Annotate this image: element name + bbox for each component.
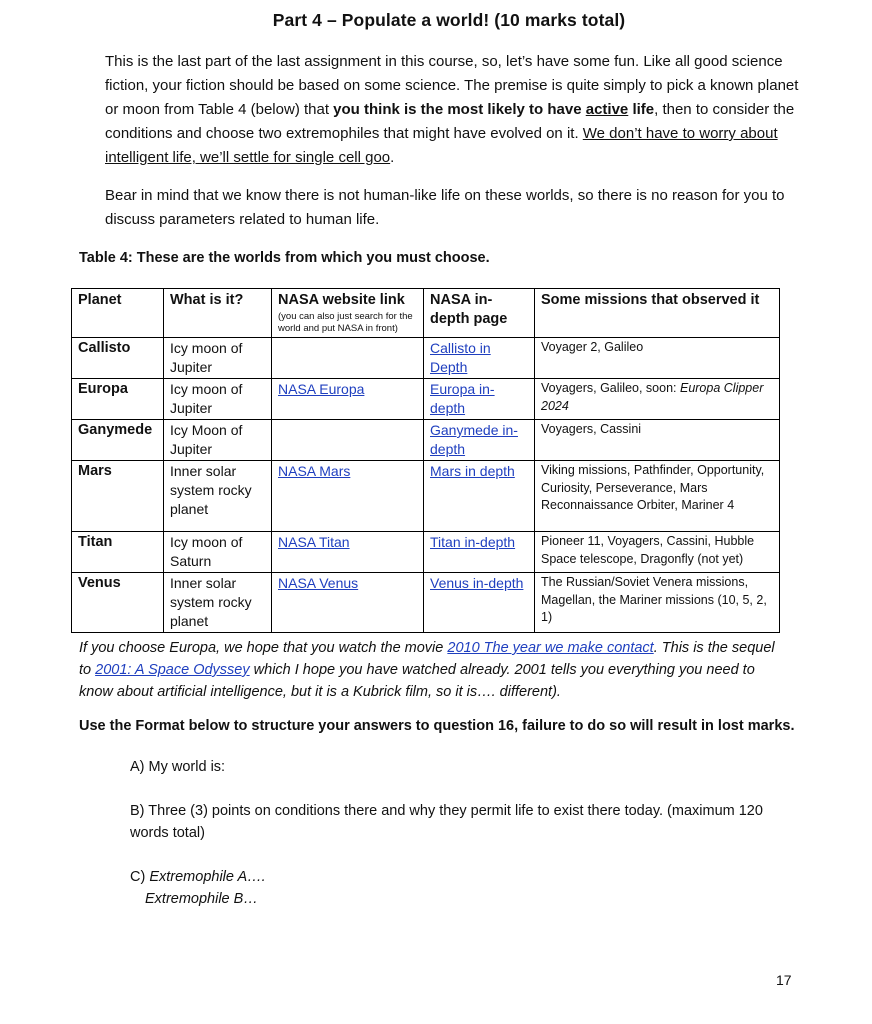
header-planet: Planet [72, 289, 164, 338]
website-link[interactable]: NASA Titan [278, 534, 350, 550]
note-text-c: which I hope you have watched already. 2001 tells you everything you need to know about artificial intelligence, but it is a Kubrick film, so it is…. different). [79, 662, 755, 700]
cell-planet: Titan [72, 532, 164, 573]
header-website-label: NASA website link [278, 292, 405, 308]
table-header-row [72, 289, 780, 338]
extremophile-b: Extremophile B… [145, 891, 258, 907]
cell-planet: Callisto [72, 338, 164, 379]
table-row [72, 573, 780, 633]
website-link[interactable]: NASA Venus [278, 575, 359, 591]
cell-missions [535, 338, 780, 379]
intro-bold-text [333, 101, 654, 118]
movie-2001-link[interactable]: 2001: A Space Odyssey [95, 662, 250, 678]
intro-bold-1: you think is the most likely to have [333, 101, 586, 118]
cell-website [272, 379, 424, 420]
missions-text: The Russian/Soviet Venera missions, Magellan, the Mariner missions (10, 5, 2, 1) [541, 575, 767, 624]
answer-c [130, 866, 790, 888]
header-indepth: NASA in-depth page [424, 289, 535, 338]
answer-format [130, 756, 790, 910]
table-row [72, 338, 780, 379]
movie-2010-link[interactable]: 2010 The year we make contact [447, 640, 654, 656]
page-number: 17 [776, 972, 792, 988]
intro-text-2: , then to consider the conditions and choose two extremophiles that might have evolved on it. [105, 101, 795, 142]
cell-planet: Mars [72, 461, 164, 532]
table-caption: Table 4: These are the worlds from which you must choose. [79, 250, 490, 266]
missions-text: Viking missions, Pathfinder, Opportunity, Curiosity, Perseverance, Mars Reconnaissance Orbiter, Mariner 4 [541, 463, 765, 512]
intro-underlined-text: We don’t have to worry about intelligent life, we’ll settle for single cell goo [105, 125, 778, 166]
indepth-link[interactable]: Mars in depth [430, 463, 515, 479]
cell-missions [535, 379, 780, 420]
website-link[interactable]: NASA Mars [278, 463, 351, 479]
cell-website [272, 420, 424, 461]
movie-note [79, 637, 784, 703]
missions-text: Voyagers, Galileo, soon: [541, 381, 680, 395]
cell-indepth [424, 420, 535, 461]
answer-c-prefix: C) [130, 869, 150, 885]
intro-paragraph-1 [105, 50, 805, 170]
header-what: What is it? [164, 289, 272, 338]
cell-planet: Venus [72, 573, 164, 633]
cell-what: Inner solar system rocky planet [164, 573, 272, 633]
answer-a: A) My world is: [130, 759, 226, 775]
intro-text: This is the last part of the last assignment in this course, so, let’s have some fun. Like all good science fiction, your fiction should be based on some science. The premise is quite simply to pick a known planet or moon from Table 4 (below) that [105, 53, 799, 118]
cell-missions [535, 461, 780, 532]
cell-missions [535, 532, 780, 573]
cell-indepth [424, 461, 535, 532]
note-text-b: . This is the sequel to [79, 640, 775, 678]
cell-website [272, 573, 424, 633]
intro-period: . [390, 149, 395, 166]
missions-italic: Europa Clipper 2024 [541, 381, 764, 413]
intro-bold-underlined: active [585, 101, 629, 118]
missions-text: Pioneer 11, Voyagers, Cassini, Hubble Space telescope, Dragonfly (not yet) [541, 534, 755, 566]
cell-website [272, 532, 424, 573]
cell-website [272, 338, 424, 379]
table-row [72, 420, 780, 461]
cell-indepth [424, 338, 535, 379]
cell-indepth [424, 379, 535, 420]
table-row [72, 461, 780, 532]
cell-what: Inner solar system rocky planet [164, 461, 272, 532]
cell-missions [535, 420, 780, 461]
cell-what: Icy moon of Jupiter [164, 379, 272, 420]
extremophile-a: Extremophile A…. [149, 869, 266, 885]
cell-what: Icy moon of Saturn [164, 532, 272, 573]
table-row [72, 379, 780, 420]
note-text-a: If you choose Europa, we hope that you watch the movie [79, 640, 448, 656]
intro-paragraph-2: Bear in mind that we know there is not human-like life on these worlds, so there is no reason for you to discuss parameters related to human life. [105, 187, 785, 228]
worlds-table [71, 288, 780, 633]
indepth-link[interactable]: Callisto in Depth [430, 340, 491, 375]
indepth-link[interactable]: Ganymede in-depth [430, 422, 518, 457]
website-link[interactable]: NASA Europa [278, 381, 365, 397]
missions-text: Voyagers, Cassini [541, 422, 642, 436]
header-missions: Some missions that observed it [535, 289, 780, 338]
intro-bold-2: life [628, 101, 655, 118]
cell-planet: Ganymede [72, 420, 164, 461]
cell-website [272, 461, 424, 532]
cell-planet: Europa [72, 379, 164, 420]
cell-indepth [424, 532, 535, 573]
indepth-link[interactable]: Venus in-depth [430, 575, 524, 591]
format-instruction: Use the Format below to structure your answers to question 16, failure to do so will result in lost marks. [79, 718, 795, 734]
indepth-link[interactable]: Titan in-depth [430, 534, 516, 550]
cell-missions [535, 573, 780, 633]
cell-indepth [424, 573, 535, 633]
cell-what: Icy moon of Jupiter [164, 338, 272, 379]
header-website-note: (you can also just search for the world and put NASA in front) [278, 311, 413, 334]
intro-section [105, 50, 805, 246]
cell-what: Icy Moon of Jupiter [164, 420, 272, 461]
header-website [272, 289, 424, 338]
page-title: Part 4 – Populate a world! (10 marks total) [272, 10, 626, 30]
missions-text: Voyager 2, Galileo [541, 340, 644, 354]
answer-b: B) Three (3) points on conditions there and why they permit life to exist there today. (maximum 120 words total) [130, 803, 763, 841]
table-row [72, 532, 780, 573]
indepth-link[interactable]: Europa in-depth [430, 381, 495, 416]
